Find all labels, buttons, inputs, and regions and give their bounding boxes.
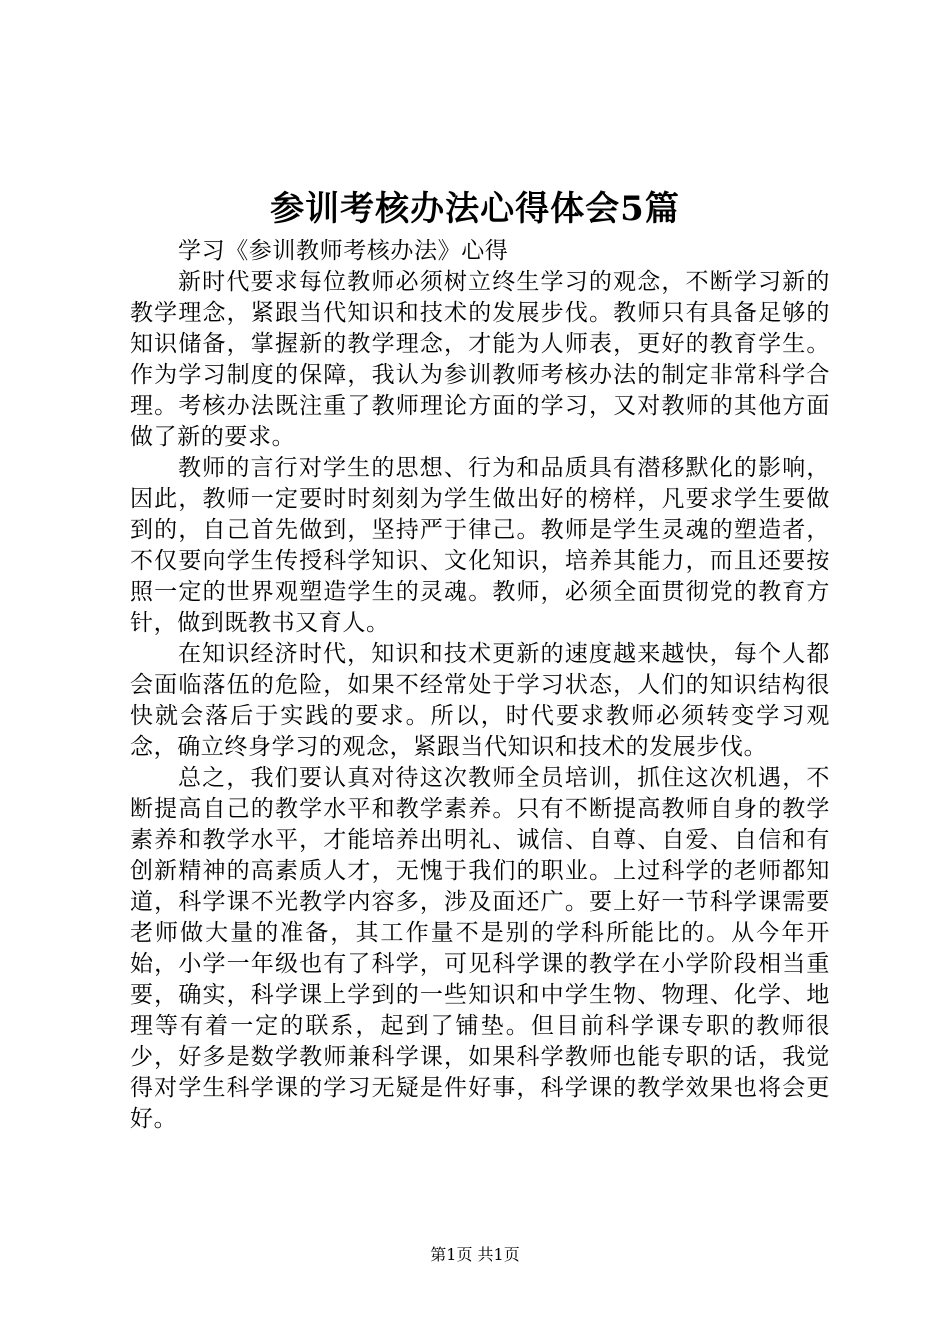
- document-body: [130, 236, 830, 1135]
- paragraph-4: 总之，我们要认真对待这次教师全员培训，抓住这次机遇，不断提高自己的教学水平和教学素养。只有不断提高教师自身的教学素养和教学水平，才能培养出明礼、诚信、自尊、自爱、自信和有创新精神的高素质人才，无愧于我们的职业。上过科学的老师都知道，科学课不光教学内容多，涉及面还广。要上好一节科学课需要老师做大量的准备，其工作量不是别的学科所能比的。从今年开始，小学一年级也有了科学，可见科学课的教学在小学阶段相当重要，确实，科学课上学到的一些知识和中学生物、物理、化学、地理等有着一定的联系，起到了铺垫。但目前科学课专职的教师很少，好多是数学教师兼科学课，如果科学教师也能专职的话，我觉得对学生科学课的学习无疑是件好事，科学课的教学效果也将会更好。: [130, 765, 830, 1132]
- paragraph-3: 在知识经济时代，知识和技术更新的速度越来越快，每个人都会面临落伍的危险，如果不经常处于学习状态，人们的知识结构很快就会落后于实践的要求。所以，时代要求教师必须转变学习观念，确立终身学习的观念，紧跟当代知识和技术的发展步伐。: [130, 641, 830, 760]
- paragraph-1: 新时代要求每位教师必须树立终生学习的观念，不断学习新的教学理念，紧跟当代知识和技术的发展步伐。教师只有具备足够的知识储备，掌握新的教学理念，才能为人师表，更好的教育学生。作为学习制度的保障，我认为参训教师考核办法的制定非常科学合理。考核办法既注重了教师理论方面的学习，又对教师的其他方面做了新的要求。: [130, 269, 830, 450]
- page-footer: 第1页 共1页: [430, 1245, 520, 1264]
- document-subtitle: 学习《参训教师考核办法》心得: [178, 238, 509, 264]
- paragraph-2: 教师的言行对学生的思想、行为和品质具有潜移默化的影响，因此，教师一定要时时刻刻为学生做出好的榜样，凡要求学生要做到的，自己首先做到，坚持严于律己。教师是学生灵魂的塑造者，不仅要向学生传授科学知识、文化知识，培养其能力，而且还要按照一定的世界观塑造学生的灵魂。教师，必须全面贯彻党的教育方针，做到既教书又育人。: [130, 455, 830, 636]
- document-title: 参训考核办法心得体会5篇: [270, 189, 680, 229]
